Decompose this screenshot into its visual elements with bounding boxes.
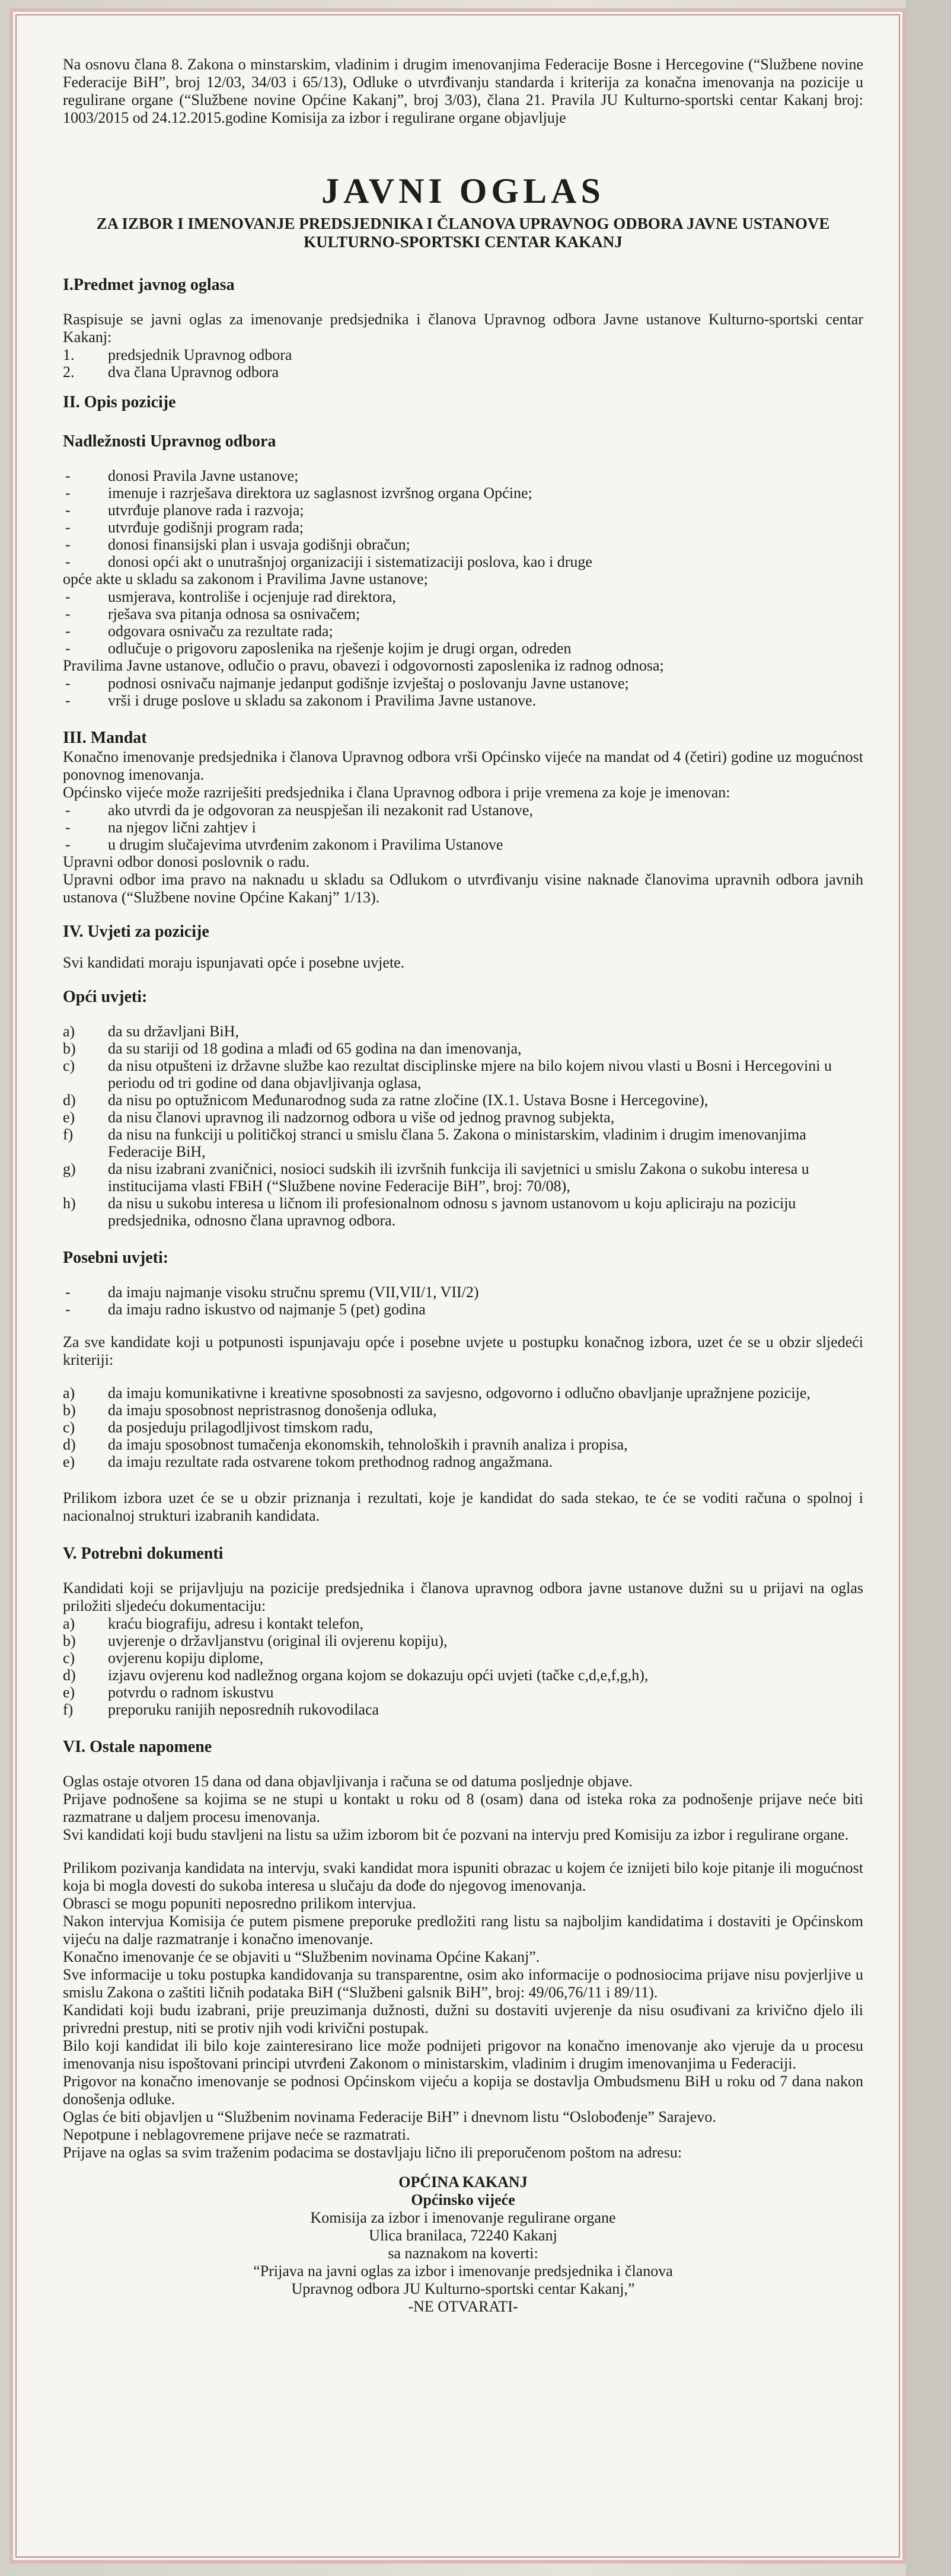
list-item [63,1126,863,1160]
list-text: da nisu članovi upravnog ili nadzornog odbora u više od jednog pravnog subjekta, [108,1109,615,1126]
list-marker: b) [63,1402,76,1419]
list-text: dva člana Upravnog odbora [108,363,279,381]
special-conditions-list [63,1284,863,1318]
list-item [63,623,863,640]
criteria-intro: Za sve kandidate koji u potpunosti ispunjavaju opće i posebne uvjete u postupku konačnog izbora, uzet će se u obzir sljedeći kriteriji: [63,1333,863,1368]
list-text: da imaju sposobnost nepristrasnog donošenja odluka, [108,1402,437,1419]
list-item [63,1301,863,1318]
list-text: da su stariji od 18 godina a mlađi od 65 godina na dan imenovanja, [108,1040,522,1057]
list-text: izjavu ovjerenu kod nadležnog organa kojom se dokazuju opći uvjeti (tačke c,d,e,f,g,h), [108,1667,649,1684]
section-1-text: Raspisuje se javni oglas za imenovanje predsjednika i članova Upravnog odbora Javne ustanove Kulturno-sportski centar Kakanj: [63,311,863,346]
list-item [63,1453,863,1470]
documents-list [63,1615,863,1718]
list-text: ovjerenu kopiju diplome, [108,1649,264,1667]
list-item [63,363,863,381]
section-2-continuation-b: Pravilima Javne ustanove, odlučio o pravu, obavezi i odgovornosti zaposlenika iz radnog odnosa; [63,657,664,674]
notes-paragraph: Prigovor na konačno imenovanje se podnosi Općinskom vijeću a kopija se dostavlja Ombudsmenu BiH u roku od 7 dana nakon donošenja odluke. [63,2073,863,2108]
section-3-text-3: Upravni odbor donosi poslovnik o radu. [63,853,309,870]
list-item [63,1649,863,1667]
list-text: da su državljani BiH, [108,1023,239,1040]
list-marker: - [65,588,71,605]
address-line: Ulica branilaca, 72240 Kakanj [369,2227,557,2244]
notes-paragraph: Oglas će biti objavljen u “Službenim novinama Federacije BiH” i dnevnom listu “Oslobođenje” Sarajevo. [63,2108,716,2125]
notes-paragraph: Prilikom pozivanja kandidata na intervju, svaki kandidat mora ispuniti obrazac u kojem će iznijeti bilo koje pitanje ili mogućnost koja bi mogla dovesti do sukoba interesa u slučaju da dođe do njegovog imenovanja. [63,1859,863,1894]
list-text: donosi opći akt o unutrašnjoj organizaciji i sistematizaciji poslova, kao i druge [108,553,592,570]
list-marker: a) [63,1384,75,1402]
list-text: ako utvrdi da je odgovoran za neuspješan ili nezakonit rad Ustanove, [108,802,533,819]
address-line: sa naznakom na koverti: [388,2245,538,2262]
section-2-list-c [63,675,863,709]
list-text: usmjerava, kontroliše i ocjenjuje rad direktora, [108,588,396,605]
list-item [63,553,863,570]
list-text: da imaju rezultate rada ostvarene tokom prethodnog radnog angažmana. [108,1453,553,1470]
list-item [63,605,863,623]
list-item [63,1384,863,1402]
section-3-text-1: Konačno imenovanje predsjednika i članova Upravnog odbora vrši Općinsko vijeće na mandat od 4 (četiri) godine uz mogućnost ponovnog imenovanja. [63,748,863,783]
list-marker: e) [63,1453,75,1470]
list-text: preporuku ranijih neposrednih rukovodilaca [108,1701,379,1718]
list-marker: d) [63,1091,76,1109]
list-text: predsjednik Upravnog odbora [108,346,292,363]
list-marker: - [65,1301,71,1318]
list-marker: - [65,605,71,623]
list-marker: - [65,640,71,657]
criteria-list [63,1384,863,1470]
public-notice [9,8,906,2564]
list-text: da nisu na funkciji u političkoj stranci u smislu člana 5. Zakona o ministarskim, vladinim i drugim imenovanjima Federacije BiH, [108,1126,806,1160]
notice-title: JAVNI OGLAS [321,171,605,210]
list-marker: b) [63,1040,76,1057]
list-item [63,802,863,819]
list-item [63,1419,863,1436]
list-text: vrši i druge poslove u skladu sa zakonom i Pravilima Javne ustanove. [108,692,537,709]
address-line: Općinsko vijeće [411,2191,515,2208]
list-text: da posjeduju prilagodljivost timskom radu, [108,1419,374,1436]
notes-paragraph: Kandidati koji budu izabrani, prije preuzimanja dužnosti, dužni su dostaviti uvjerenje da nisu osuđivani za krivično djelo ili privredni prestup, niti se protiv njih vodi krivični postupak. [63,2002,863,2036]
notes-paragraph: Sve informacije u toku postupka kandidovanja su transparentne, osim ako informacije o podnosiocima prijave nisu povjerljive u smislu Zakona o zaštiti ličnih podataka BiH (“Službeni galsnik BiH”, broj: 49/06,76/11 i 89/11). [63,1966,863,2001]
list-item [63,1040,863,1057]
list-text: kraću biografiju, adresu i kontakt telefon, [108,1615,364,1632]
address-line: -NE OTVARATI- [408,2298,518,2315]
list-marker: a) [63,1023,75,1040]
list-item [63,1684,863,1701]
section-2-heading: II. Opis pozicije [63,393,176,411]
list-item [63,1091,863,1109]
list-text: imenuje i razrješava direktora uz saglasnost izvršnog organa Općine; [108,484,532,502]
list-marker: 1. [63,346,75,363]
notes-paragraph: Nepotpune i neblagovremene prijave neće se razmatrati. [63,2126,410,2143]
list-marker: e) [63,1109,75,1126]
list-item [63,1057,863,1091]
list-item [63,1109,863,1126]
list-item [63,484,863,502]
section-4-text: Svi kandidati moraju ispunjavati opće i posebne uvjete. [63,954,405,971]
section-6-heading: VI. Ostale napomene [63,1738,212,1756]
list-marker: - [65,484,71,502]
section-3-heading: III. Mandat [63,729,147,747]
notes-paragraph: Bilo koji kandidat ili bilo koje zainteresirano lice može podnijeti prigovor na konačno imenovanje ako vjeruje da u procesu imenovanja nisu ispoštovani principi utvrđeni Zakonom o ministarskim, vladinim i drugim imenovanjima u Federaciji. [63,2037,863,2072]
adjacent-column [906,0,951,2576]
list-text: da nisu po optužnicom Međunarodnog suda za ratne zločine (IX.1. Ustava Bosne i Hercegovine), [108,1091,709,1109]
notes-paragraph: Prijave podnošene sa kojima se ne stupi u kontakt u roku od 8 (osam) dana od isteka roka za podnošenje prijave neće biti razmatrane u daljem procesu imenovanja. [63,1790,863,1825]
mailing-address [63,2173,863,2316]
section-2-subheading: Nadležnosti Upravnog odbora [63,432,276,451]
list-item [63,836,863,853]
list-marker: g) [63,1160,76,1177]
list-text: podnosi osnivaču najmanje jedanput godišnje izvještaj o poslovanju Javne ustanove; [108,675,629,692]
list-marker: - [65,1284,71,1301]
list-text: utvrđuje godišnji program rada; [108,519,304,536]
list-marker: - [65,819,71,836]
list-marker: d) [63,1667,76,1684]
list-text: rješava sva pitanja odnosa sa osnivačem; [108,605,360,623]
list-text: da imaju radno iskustvo od najmanje 5 (pet) godina [108,1301,426,1318]
section-1-heading: I.Predmet javnog oglasa [63,276,235,294]
list-item [63,1160,863,1195]
list-marker: b) [63,1632,76,1649]
list-text: na njegov lični zahtjev i [108,819,256,836]
list-marker: - [65,467,71,484]
list-marker: c) [63,1057,75,1074]
list-item [63,1632,863,1649]
list-item [63,692,863,709]
section-5-text: Kandidati koji se prijavljuju na pozicije predsjednika i članova upravnog odbora javne ustanove dužni su u prijavi na oglas priložiti sljedeću dokumentaciju: [63,1579,863,1614]
list-text: u drugim slučajevima utvrđenim zakonom i Pravilima Ustanove [108,836,503,853]
list-marker: 2. [63,363,75,381]
list-item [63,1195,863,1229]
notes-paragraph: Svi kandidati koji budu stavljeni na listu sa užim izborom bit će pozvani na intervju pred Komisiju za izbor i regulirane organe. [63,1826,849,1843]
section-3-text-4: Upravni odbor ima pravo na naknadu u skladu sa Odlukom o utvrđivanju visine naknade članovima upravnih odbora javnih ustanova (“Službene novine Općine Kakanj” 1/13). [63,871,863,906]
list-text: da imaju sposobnost tumačenja ekonomskih, tehnoloških i pravnih analiza i propisa, [108,1436,628,1453]
list-item [63,819,863,836]
list-marker: d) [63,1436,76,1453]
intro-paragraph: Na osnovu člana 8. Zakona o minstarskim, vladinim i drugim imenovanjima Federacije Bosne i Hercegovine (“Službene novine Federacije BiH”, broj 12/03, 34/03 i 65/13), Odluke o utvrđivanju standarda i kriterija za konačna imenovanja na pozicije u regulirane organe (“Službene novine Općine Kakanj”, broj 3/03), člana 21. Pravila JU Kulturno-sportski centar Kakanj broj: 1003/2015 od 24.12.2015.godine Komisija za izbor i regulirane organe objavljuje [63,56,863,126]
list-text: uvjerenje o državljanstvu (original ili ovjerenu kopiju), [108,1632,448,1649]
list-marker: - [65,536,71,553]
list-marker: - [65,502,71,519]
list-item [63,1023,863,1040]
list-marker: f) [63,1126,74,1143]
list-text: da nisu izabrani zvaničnici, nosioci sudskih ili izvršnih funkcija ili savjetnici u smislu Zakona o sukobu interesa u institucijama vlasti FBiH (“Službene novine Federacije BiH”, broj: 70/08), [108,1160,809,1195]
section-1-list [63,346,863,381]
list-text: odgovara osnivaču za rezultate rada; [108,623,333,640]
list-marker: - [65,692,71,709]
list-marker: c) [63,1419,75,1436]
list-item [63,346,863,363]
list-text: odlučuje o prigovoru zaposlenika na rješenje kojim je drugi organ, odreden [108,640,572,657]
list-text: utvrđuje planove rada i razvoja; [108,502,304,519]
notes-paragraph: Obrasci se mogu popuniti neposredno prilikom intervjua. [63,1895,416,1912]
list-item [63,1615,863,1632]
address-line: OPĆINA KAKANJ [398,2173,528,2191]
list-text: da imaju najmanje visoku stručnu spremu (VII,VII/1, VII/2) [108,1284,479,1301]
section-2-list-b [63,588,863,657]
list-text: da nisu otpušteni iz državne službe kao rezultat disciplinske mjere na bilo kojem nivou vlasti u Bosni i Hercegovini u periodu od tri godine od dana objavljivanja oglasa, [108,1057,832,1091]
list-item [63,1284,863,1301]
list-marker: e) [63,1684,75,1701]
list-marker: a) [63,1615,75,1632]
section-2-list [63,467,863,570]
list-item [63,467,863,484]
section-4-heading: IV. Uvjeti za pozicije [63,922,209,941]
notes-paragraph: Nakon intervjua Komisija će putem pismene preporuke predložiti rang listu sa najboljim kandidatima i dostaviti je Općinskom vijeću na dalje razmatranje i konačno imenovanje. [63,1913,863,1948]
list-item [63,1701,863,1718]
list-item [63,1667,863,1684]
list-text: donosi finansijski plan i usvaja godišnji obračun; [108,536,410,553]
list-item [63,675,863,692]
section-2-continuation: opće akte u skladu sa zakonom i Pravilima Javne ustanove; [63,570,428,588]
address-line: “Prijava na javni oglas za izbor i imenovanje predsjednika i članova [253,2262,673,2280]
list-marker: - [65,675,71,692]
notes-paragraph: Oglas ostaje otvoren 15 dana od dana objavljivanja i računa se od datuma posljednje objave. [63,1773,633,1790]
list-item [63,519,863,536]
list-marker: - [65,519,71,536]
list-marker: c) [63,1649,75,1667]
list-marker: - [65,836,71,853]
list-item [63,536,863,553]
list-item [63,640,863,657]
list-marker: f) [63,1701,74,1718]
list-item [63,588,863,605]
list-item [63,1436,863,1453]
list-marker: - [65,802,71,819]
general-conditions-heading: Opći uvjeti: [63,988,148,1006]
notice-subtitle: ZA IZBOR I IMENOVANJE PREDSJEDNIKA I ČLANOVA UPRAVNOG ODBORA JAVNE USTANOVE KULTURNO-SPORTSKI CENTAR KAKANJ [96,215,830,251]
section-3-list [63,802,863,853]
list-text: da nisu u sukobu interesa u ličnom ili profesionalnom odnosu s javnom ustanovom u koju apliciraju na poziciju predsjednika, odnosno člana upravnog odbora. [108,1195,796,1229]
list-text: da imaju komunikativne i kreativne sposobnosti za savjesno, odgovorno i odlučno obavljanje upražnjene pozicije, [108,1384,810,1402]
special-conditions-heading: Posebni uvjeti: [63,1249,169,1267]
list-text: potvrdu o radnom iskustvu [108,1684,274,1701]
address-line: Komisija za izbor i imenovanje regulirane organe [310,2209,616,2226]
list-marker: - [65,623,71,640]
list-marker: h) [63,1195,76,1212]
section-3-text-2: Općinsko vijeće može razriješiti predsjednika i člana Upravnog odbora i prije vremena za koje je imenovan: [63,784,730,801]
notes-paragraph: Konačno imenovanje će se objaviti u “Službenim novinama Općine Kakanj”. [63,1948,540,1965]
section-5-heading: V. Potrebni dokumenti [63,1544,224,1563]
address-line: Upravnog odbora JU Kulturno-sportski centar Kakanj,” [291,2280,635,2297]
list-item [63,1402,863,1419]
general-conditions-list [63,1023,863,1229]
list-text: donosi Pravila Javne ustanove; [108,467,299,484]
list-item [63,502,863,519]
section-4-closing: Prilikom izbora uzet će se u obzir priznanja i rezultati, koje je kandidat do sada stekao, te će se voditi računa o spolnoj i nacionalnoj strukturi izabranih kandidata. [63,1489,863,1524]
notes-paragraph: Prijave na oglas sa svim traženim podacima se dostavljaju lično ili preporučenom poštom na adresu: [63,2144,682,2161]
list-marker: - [65,553,71,570]
